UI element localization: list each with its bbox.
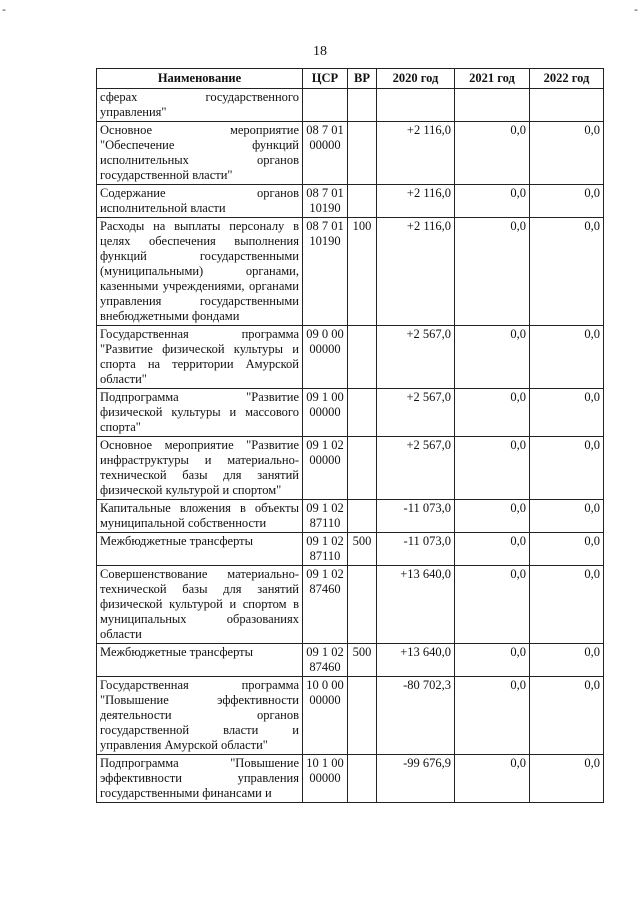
cell-2022: 0,0 — [530, 500, 604, 533]
cell-csr: 09 0 00 00000 — [303, 326, 348, 389]
cell-vr — [348, 677, 377, 755]
cell-name: Расходы на выплаты персоналу в целях обеспечения выполнения функций государственными (муниципальными) органами, казенными учреждениями, органами управления государственными внебюджетными фондами — [97, 218, 303, 326]
cell-2021: 0,0 — [455, 389, 530, 437]
cell-csr: 09 1 02 00000 — [303, 437, 348, 500]
cell-name: Подпрограмма "Повышение эффективности управления государственными финансами и — [97, 755, 303, 803]
cell-2020: +2 116,0 — [377, 185, 455, 218]
cell-2022: 0,0 — [530, 677, 604, 755]
cell-2020: -11 073,0 — [377, 500, 455, 533]
cell-2021: 0,0 — [455, 677, 530, 755]
corner-mark-right: - — [634, 2, 638, 16]
cell-2021: 0,0 — [455, 122, 530, 185]
cell-2021: 0,0 — [455, 500, 530, 533]
cell-vr — [348, 89, 377, 122]
cell-csr — [303, 89, 348, 122]
cell-name: Содержание органов исполнительной власти — [97, 185, 303, 218]
cell-name: Межбюджетные трансферты — [97, 533, 303, 566]
header-name: Наименование — [97, 69, 303, 89]
cell-2020: +2 567,0 — [377, 326, 455, 389]
cell-2020: -99 676,9 — [377, 755, 455, 803]
header-2020: 2020 год — [377, 69, 455, 89]
cell-2022: 0,0 — [530, 644, 604, 677]
cell-vr: 100 — [348, 218, 377, 326]
cell-2022: 0,0 — [530, 185, 604, 218]
cell-2021: 0,0 — [455, 437, 530, 500]
page-number: 18 — [313, 44, 327, 59]
cell-csr: 09 1 02 87110 — [303, 500, 348, 533]
cell-2021: 0,0 — [455, 566, 530, 644]
cell-csr: 08 7 01 10190 — [303, 185, 348, 218]
cell-csr: 08 7 01 10190 — [303, 218, 348, 326]
table-row — [97, 122, 604, 185]
cell-2020: -80 702,3 — [377, 677, 455, 755]
cell-2020: +2 567,0 — [377, 437, 455, 500]
cell-2021: 0,0 — [455, 185, 530, 218]
cell-2020: +2 116,0 — [377, 218, 455, 326]
table-row — [97, 389, 604, 437]
table-header — [97, 69, 604, 89]
cell-name: Основное мероприятие "Развитие инфраструктуры и материально-технической базы для занятий физической культурой и спортом" — [97, 437, 303, 500]
cell-2022: 0,0 — [530, 533, 604, 566]
cell-2020: +2 116,0 — [377, 122, 455, 185]
cell-2020: +2 567,0 — [377, 389, 455, 437]
table-row — [97, 437, 604, 500]
cell-vr — [348, 755, 377, 803]
header-row — [97, 69, 604, 89]
cell-name: сферах государственного управления" — [97, 89, 303, 122]
budget-table — [96, 68, 604, 803]
cell-2022: 0,0 — [530, 326, 604, 389]
corner-mark-left: - — [2, 2, 6, 16]
table-row — [97, 500, 604, 533]
cell-2020: -11 073,0 — [377, 533, 455, 566]
cell-vr — [348, 566, 377, 644]
header-2022: 2022 год — [530, 69, 604, 89]
cell-csr: 10 1 00 00000 — [303, 755, 348, 803]
table-row — [97, 755, 604, 803]
cell-vr — [348, 437, 377, 500]
cell-csr: 08 7 01 00000 — [303, 122, 348, 185]
header-csr: ЦСР — [303, 69, 348, 89]
cell-csr: 09 1 00 00000 — [303, 389, 348, 437]
cell-csr: 09 1 02 87460 — [303, 644, 348, 677]
cell-2020: +13 640,0 — [377, 566, 455, 644]
cell-vr: 500 — [348, 533, 377, 566]
table-row — [97, 185, 604, 218]
cell-2021 — [455, 89, 530, 122]
cell-2022: 0,0 — [530, 389, 604, 437]
table-row — [97, 566, 604, 644]
table-row — [97, 533, 604, 566]
table-row — [97, 326, 604, 389]
cell-csr: 09 1 02 87460 — [303, 566, 348, 644]
header-2021: 2021 год — [455, 69, 530, 89]
cell-name: Межбюджетные трансферты — [97, 644, 303, 677]
cell-name: Государственная программа "Развитие физической культуры и спорта на территории Амурской области" — [97, 326, 303, 389]
cell-name: Основное мероприятие "Обеспечение функций исполнительных органов государственной власти" — [97, 122, 303, 185]
table-body — [97, 89, 604, 803]
cell-2022: 0,0 — [530, 122, 604, 185]
table-row — [97, 644, 604, 677]
header-vr: ВР — [348, 69, 377, 89]
table-row — [97, 89, 604, 122]
cell-vr: 500 — [348, 644, 377, 677]
cell-vr — [348, 500, 377, 533]
table-row — [97, 218, 604, 326]
cell-name: Государственная программа "Повышение эффективности деятельности органов государственной власти и управления Амурской области" — [97, 677, 303, 755]
cell-2020 — [377, 89, 455, 122]
table-row — [97, 677, 604, 755]
cell-2021: 0,0 — [455, 533, 530, 566]
cell-2020: +13 640,0 — [377, 644, 455, 677]
cell-2021: 0,0 — [455, 218, 530, 326]
cell-2022: 0,0 — [530, 218, 604, 326]
cell-vr — [348, 326, 377, 389]
cell-2022 — [530, 89, 604, 122]
cell-2021: 0,0 — [455, 755, 530, 803]
cell-csr: 10 0 00 00000 — [303, 677, 348, 755]
cell-2022: 0,0 — [530, 566, 604, 644]
cell-vr — [348, 389, 377, 437]
cell-2022: 0,0 — [530, 437, 604, 500]
cell-name: Капитальные вложения в объекты муниципальной собственности — [97, 500, 303, 533]
cell-2021: 0,0 — [455, 326, 530, 389]
cell-vr — [348, 122, 377, 185]
cell-name: Подпрограмма "Развитие физической культуры и массового спорта" — [97, 389, 303, 437]
cell-name: Совершенствование материально-технической базы для занятий физической культурой и спортом в муниципальных образованиях области — [97, 566, 303, 644]
cell-2021: 0,0 — [455, 644, 530, 677]
cell-csr: 09 1 02 87110 — [303, 533, 348, 566]
cell-2022: 0,0 — [530, 755, 604, 803]
cell-vr — [348, 185, 377, 218]
